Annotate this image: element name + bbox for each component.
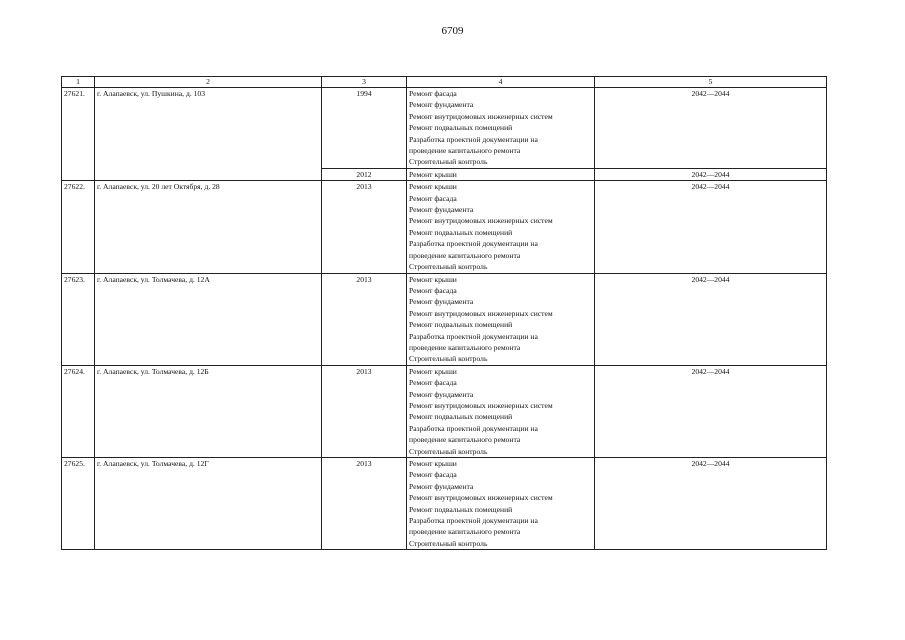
period-cell: 2042—2044 [595, 88, 827, 169]
table-row [62, 458, 827, 550]
work-item: Ремонт подвальных помещений [409, 320, 513, 330]
table-row [62, 365, 827, 457]
work-item: проведение капитального ремонта [409, 527, 521, 537]
work-item: Ремонт крыши [409, 182, 457, 192]
work-item: Ремонт крыши [409, 366, 457, 376]
work-item: Ремонт внутридомовых инженерных систем [409, 216, 553, 226]
work-item: Ремонт крыши [409, 459, 457, 468]
work-item: Ремонт фасада [409, 470, 457, 480]
row-number: 27621. [62, 88, 95, 181]
page-number: 6709 [441, 25, 464, 37]
address-cell: г. Алапаевск, ул. 20 лет Октября, д. 28 [95, 181, 322, 273]
column-header: 5 [595, 77, 827, 88]
period-cell: 2042—2044 [595, 181, 827, 273]
column-header: 3 [322, 77, 407, 88]
column-header: 4 [407, 77, 595, 88]
work-item: Строительный контроль [409, 157, 488, 167]
table-row [62, 181, 827, 273]
work-item: проведение капитального ремонта [409, 250, 521, 260]
column-header: 1 [62, 77, 95, 88]
work-item: Ремонт подвальных помещений [409, 227, 513, 237]
works-cell [407, 273, 595, 365]
work-item: Ремонт фасада [409, 193, 457, 203]
work-item: Строительный контроль [409, 354, 488, 364]
work-item: проведение капитального ремонта [409, 435, 521, 445]
year-cell: 2013 [322, 273, 407, 365]
work-item: Ремонт фасада [409, 285, 457, 295]
address-cell: г. Алапаевск, ул. Толмачева, д. 12А [95, 273, 322, 365]
works-cell [407, 168, 595, 180]
row-number: 27622. [62, 181, 95, 273]
work-item: Ремонт подвальных помещений [409, 123, 513, 133]
table-row [62, 273, 827, 365]
address-cell: г. Алапаевск, ул. Толмачева, д. 12Б [95, 365, 322, 457]
work-item: Ремонт крыши [409, 274, 457, 284]
work-item: Строительный контроль [409, 538, 488, 548]
address-cell: г. Алапаевск, ул. Толмачева, д. 12Г [95, 458, 322, 550]
year-cell: 2013 [322, 458, 407, 550]
row-number: 27625. [62, 458, 95, 550]
works-cell [407, 181, 595, 273]
year-cell: 1994 [322, 88, 407, 169]
year-cell: 2013 [322, 365, 407, 457]
period-cell: 2042—2044 [595, 458, 827, 550]
year-cell: 2012 [322, 168, 407, 180]
period-cell: 2042—2044 [595, 168, 827, 180]
work-item: Ремонт внутридомовых инженерных систем [409, 400, 553, 410]
column-header: 2 [95, 77, 322, 88]
row-number: 27624. [62, 365, 95, 457]
work-item: Ремонт подвальных помещений [409, 504, 513, 514]
work-item: Строительный контроль [409, 446, 488, 456]
work-item: Ремонт фасада [409, 378, 457, 388]
work-item: проведение капитального ремонта [409, 342, 521, 352]
work-item: Ремонт внутридомовых инженерных систем [409, 111, 553, 121]
table-row [62, 88, 827, 169]
work-item: Ремонт фундамента [409, 389, 474, 399]
table-body [62, 88, 827, 550]
work-item: проведение капитального ремонта [409, 146, 521, 156]
work-item: Разработка проектной документации на [409, 134, 538, 144]
work-item: Ремонт фундамента [409, 297, 474, 307]
work-item: Разработка проектной документации на [409, 331, 538, 341]
work-item: Ремонт фундамента [409, 481, 474, 491]
work-item: Ремонт фундамента [409, 100, 474, 110]
header-row [62, 77, 827, 88]
work-item: Ремонт крыши [409, 169, 457, 179]
period-cell: 2042—2044 [595, 273, 827, 365]
works-cell [407, 88, 595, 169]
work-item: Ремонт фасада [409, 89, 457, 98]
work-item: Разработка проектной документации на [409, 516, 538, 526]
row-number: 27623. [62, 273, 95, 365]
year-cell: 2013 [322, 181, 407, 273]
period-cell: 2042—2044 [595, 365, 827, 457]
address-cell: г. Алапаевск, ул. Пушкина, д. 103 [95, 88, 322, 181]
work-item: Ремонт фундамента [409, 205, 474, 215]
work-item: Ремонт внутридомовых инженерных систем [409, 308, 553, 318]
work-item: Строительный контроль [409, 262, 488, 272]
table-header [62, 77, 827, 88]
repair-schedule-table [61, 76, 827, 550]
works-cell [407, 458, 595, 550]
works-cell [407, 365, 595, 457]
work-item: Разработка проектной документации на [409, 239, 538, 249]
work-item: Разработка проектной документации на [409, 423, 538, 433]
work-item: Ремонт внутридомовых инженерных систем [409, 493, 553, 503]
work-item: Ремонт подвальных помещений [409, 412, 513, 422]
